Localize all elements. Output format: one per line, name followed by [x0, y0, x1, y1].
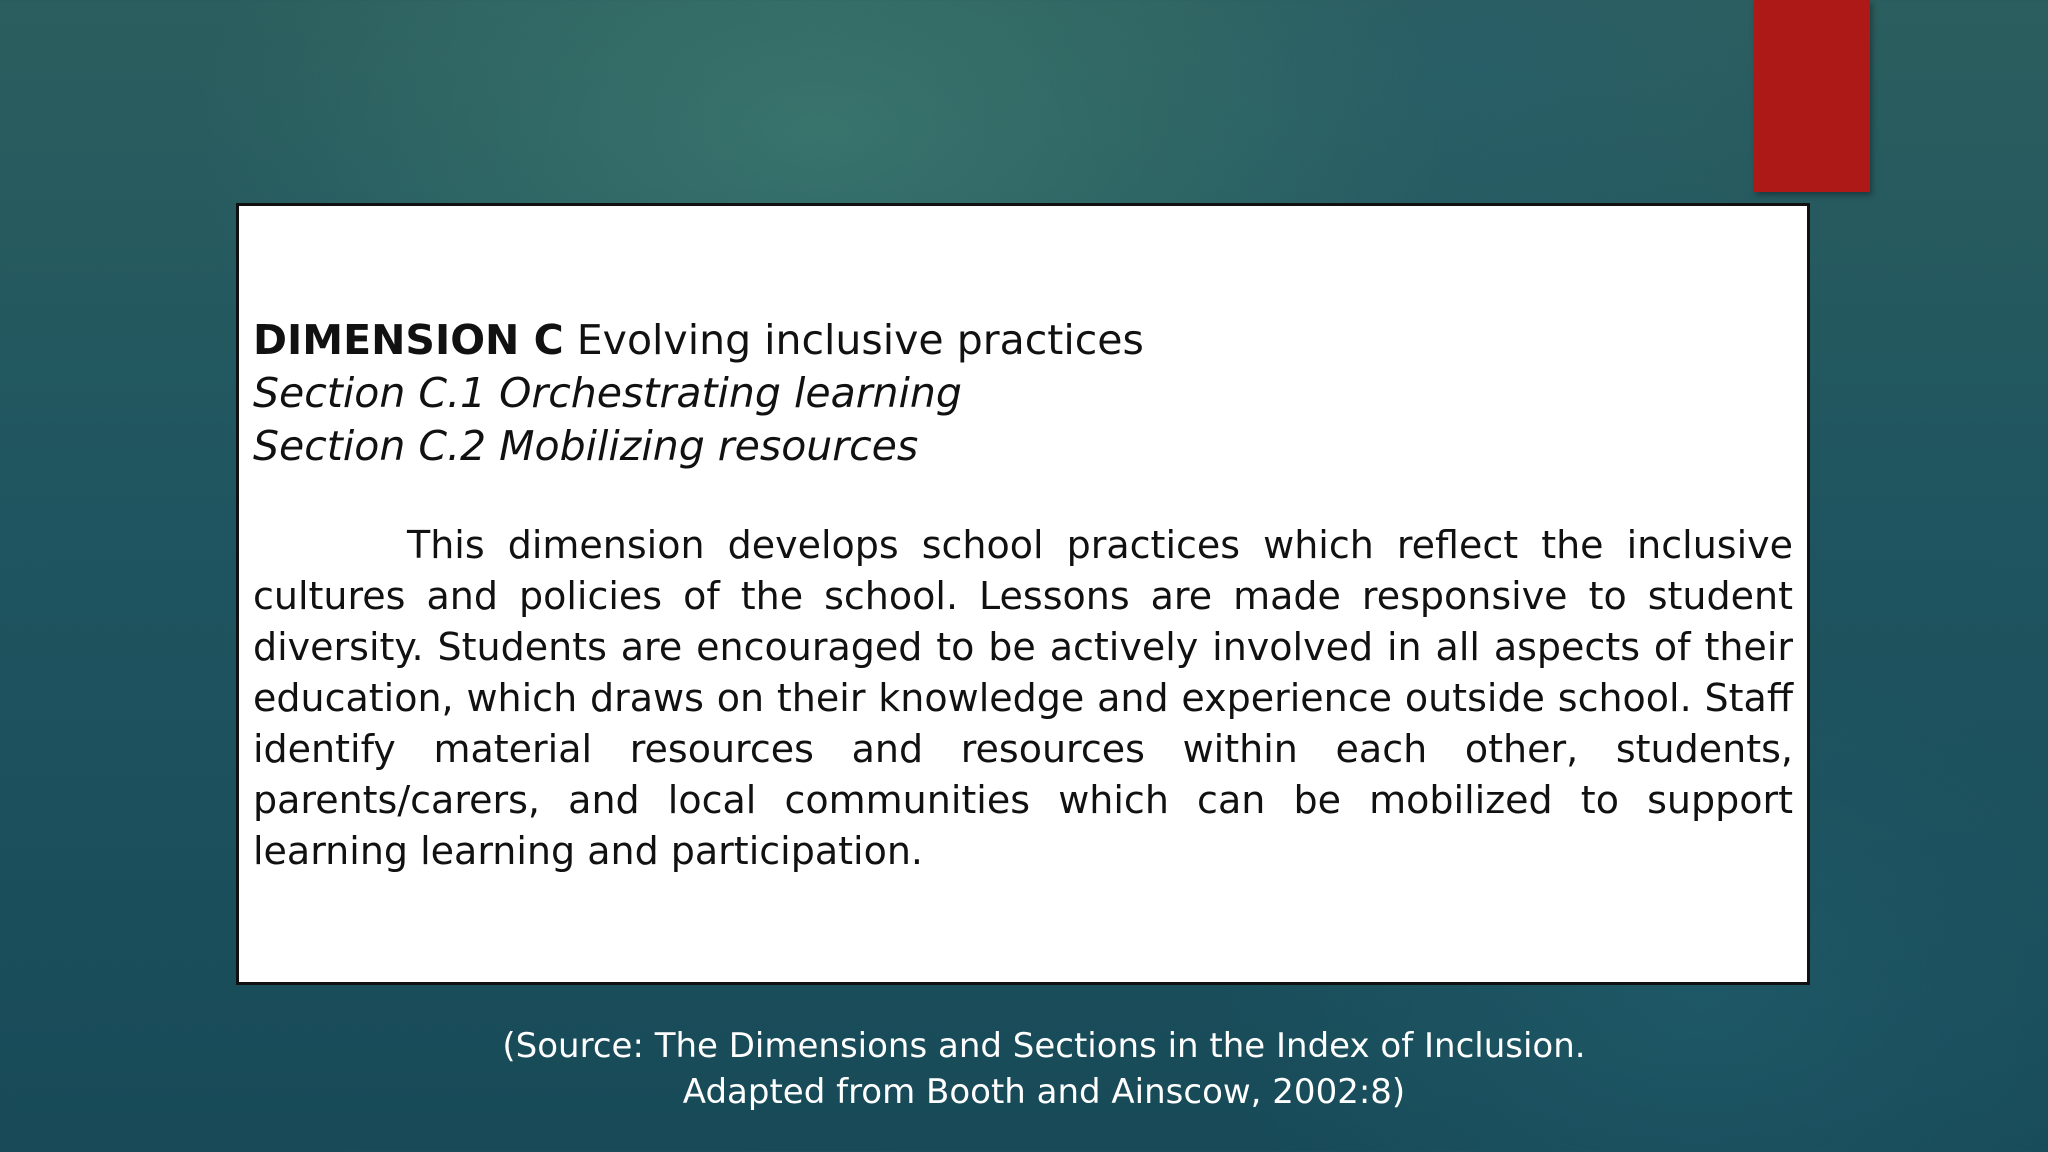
section-c2: Section C.2 Mobilizing resources — [253, 422, 919, 470]
source-caption — [0, 1023, 2048, 1115]
content-box — [236, 203, 1810, 985]
source-line-2: Adapted from Booth and Ainscow, 2002:8) — [682, 1072, 1406, 1112]
dimension-heading — [253, 314, 1793, 367]
source-line-1: (Source: The Dimensions and Sections in the Index of Inclusion. — [502, 1026, 1586, 1066]
dimension-title: Evolving inclusive practices — [576, 316, 1144, 364]
section-c1: Section C.1 Orchestrating learning — [253, 369, 962, 417]
accent-tab — [1754, 0, 1870, 192]
dimension-description: This dimension develops school practices which reflect the inclusive cultures and policies of the school. Lessons are made responsive to student diversity. Students are encouraged to be actively involved in all aspects of their education, which draws on their knowledge and experience outside school. Staff identify material resources and resources within each other, students, parents/carers, and local communities which can be mobilized to support learning learning and participation. — [253, 523, 1793, 873]
dimension-label: DIMENSION C — [253, 316, 564, 364]
